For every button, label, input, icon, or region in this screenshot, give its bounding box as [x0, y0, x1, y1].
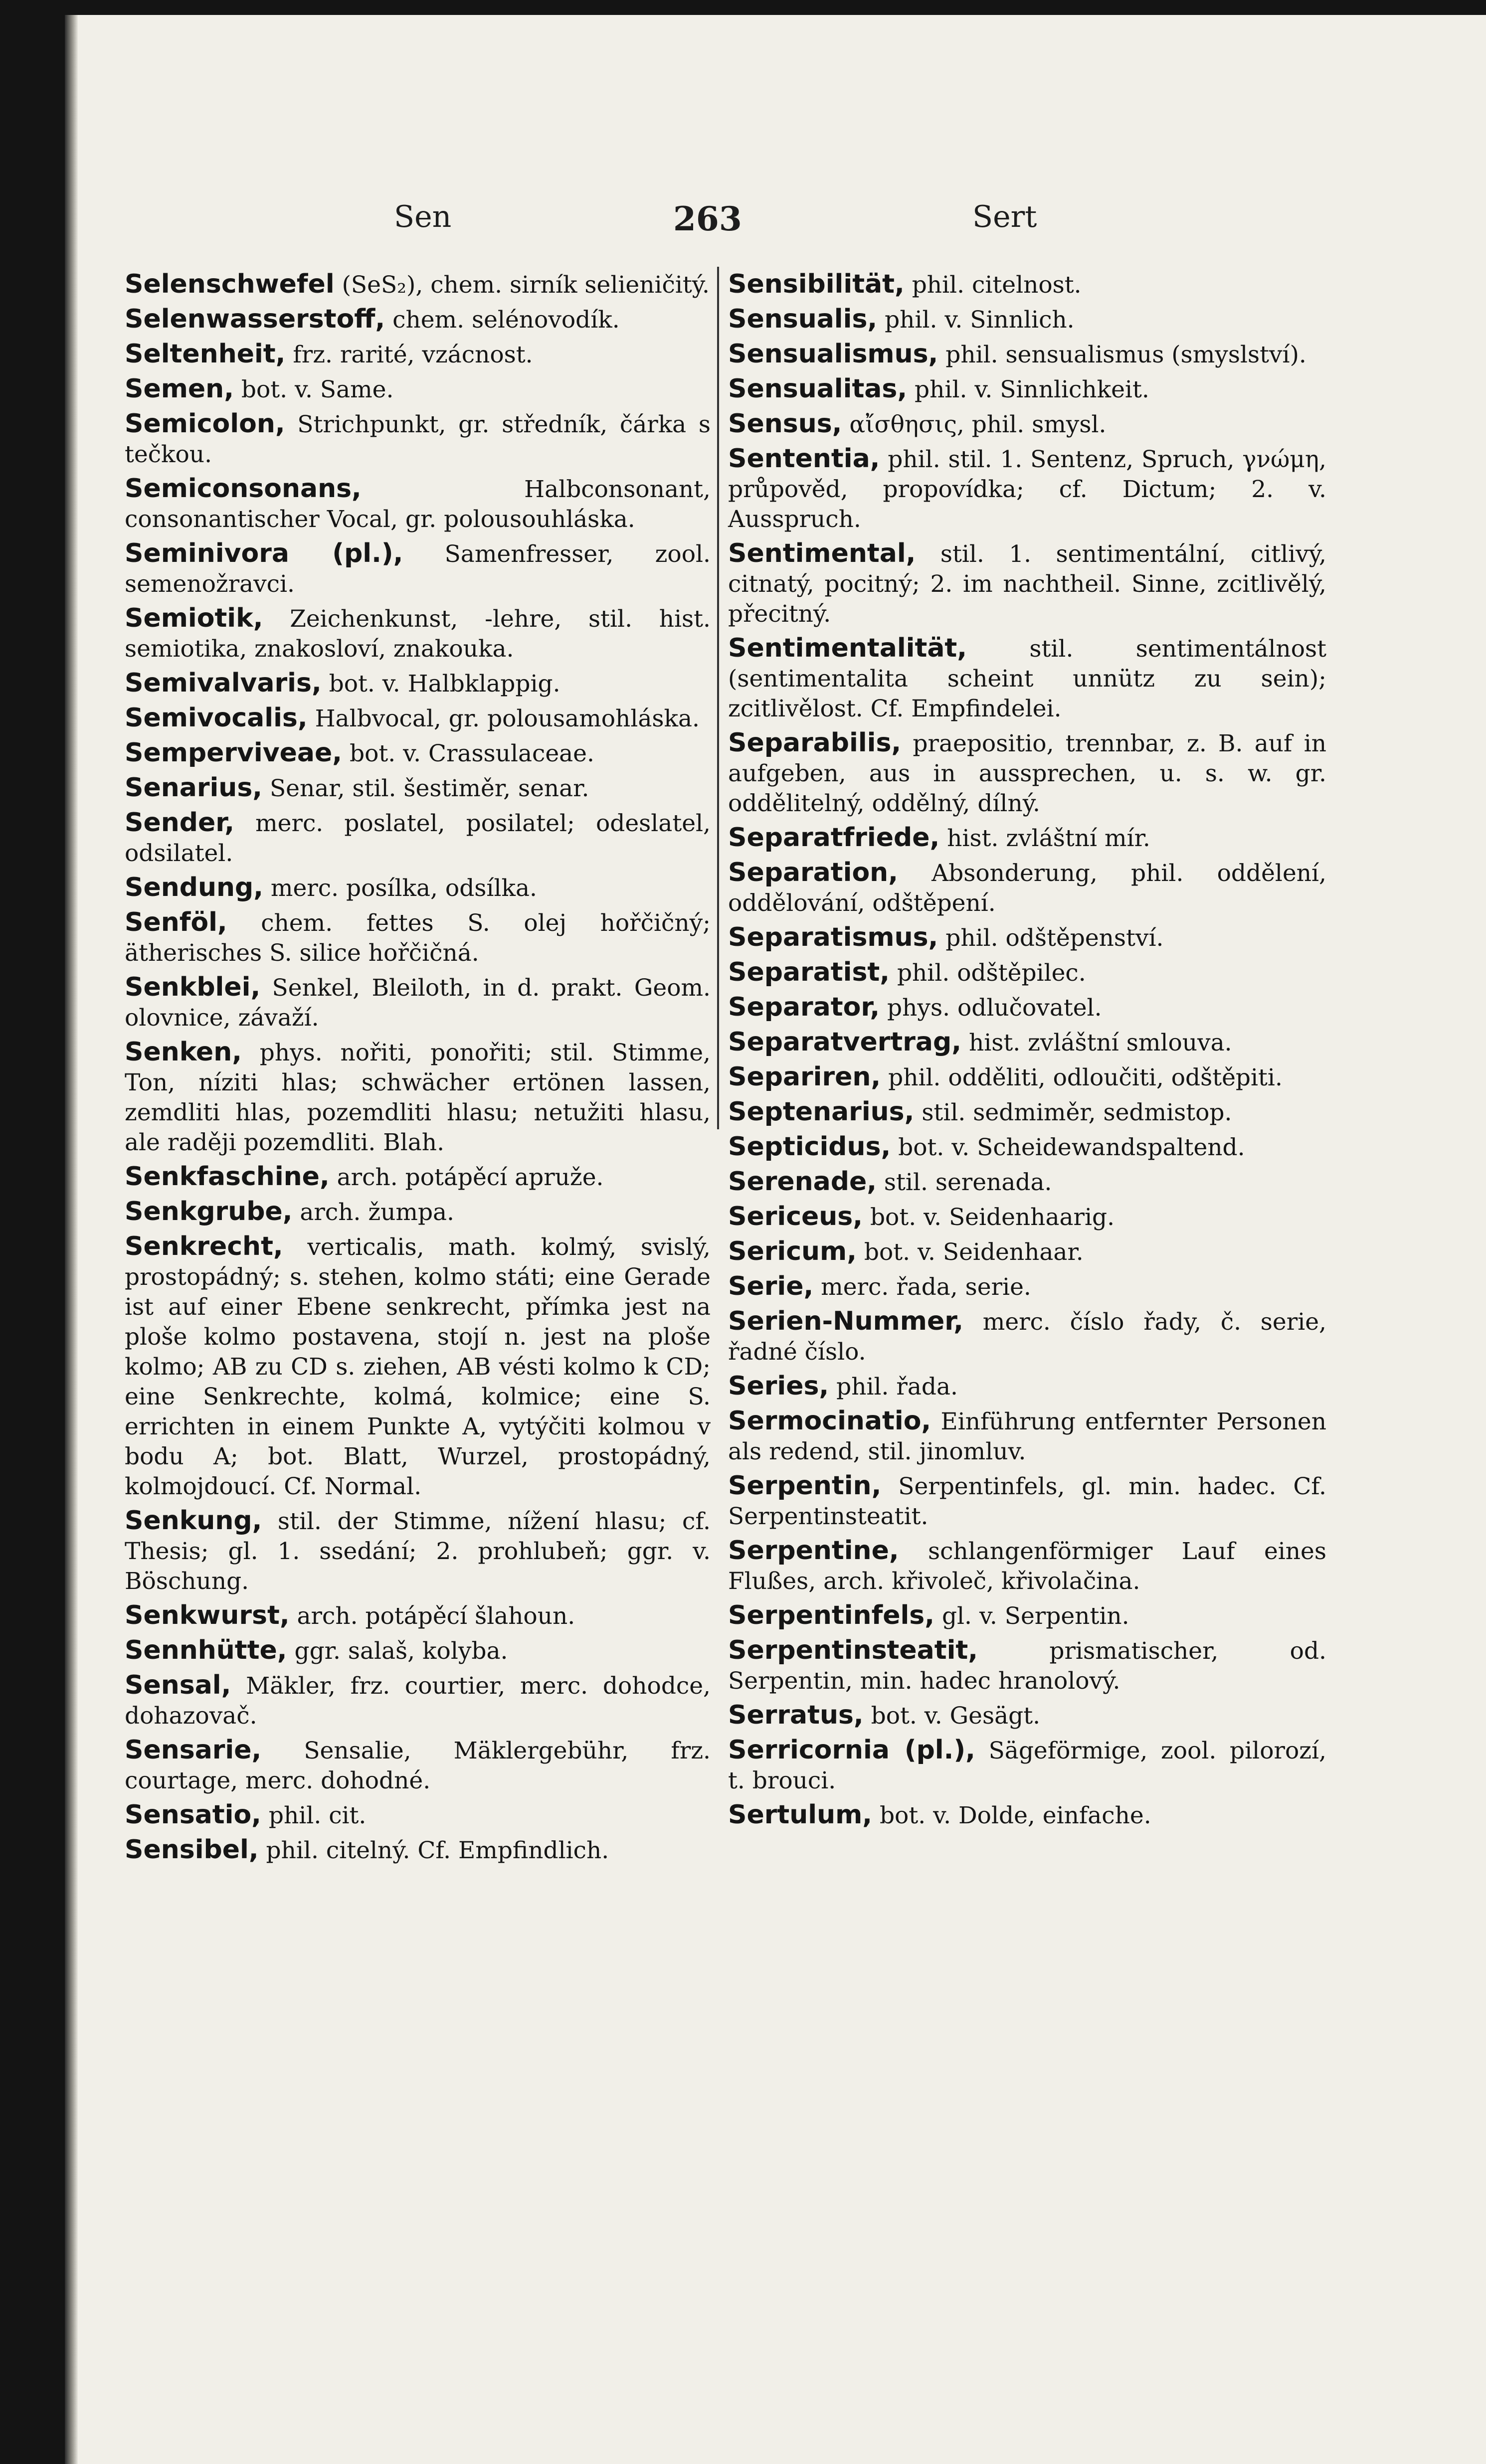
dictionary-entry	[125, 269, 711, 300]
entry-headword: Serien-Nummer,	[728, 1306, 963, 1336]
entry-definition: phys. nořiti, ponořiti; stil. Stimme, Ton, níziti hlas; schwächer ertönen lassen, zemdliti hlas, pozemdliti hlasu; netužiti hlasu, ale raději pozemdliti. Blah.	[125, 1039, 711, 1156]
entry-headword: Semen,	[125, 374, 234, 404]
entry-headword: Sensarie,	[125, 1735, 262, 1765]
entry-headword: Serenade,	[728, 1167, 877, 1197]
page-header	[65, 199, 1486, 244]
entry-headword: Serpentin,	[728, 1471, 882, 1501]
entry-definition: Serpentinfels, gl. min. hadec. Cf. Serpentinsteatit.	[728, 1473, 1326, 1530]
dictionary-entry	[728, 1027, 1326, 1058]
entry-definition: prismatischer, od. Serpentin, min. hadec hranolový.	[728, 1637, 1326, 1695]
dictionary-entry	[125, 339, 711, 370]
dictionary-entry	[728, 1536, 1326, 1596]
dictionary-entry	[728, 1371, 1326, 1402]
dictionary-entry	[728, 1236, 1326, 1267]
dictionary-entry	[728, 1167, 1326, 1198]
entry-headword: Sermocinatio,	[728, 1406, 931, 1436]
entry-headword: Sensualitas,	[728, 374, 908, 404]
dictionary-entry	[728, 1306, 1326, 1367]
dictionary-entry	[728, 1700, 1326, 1731]
entry-headword: Seltenheit,	[125, 339, 286, 369]
entry-headword: Sendung,	[125, 873, 263, 902]
entry-headword: Separatismus,	[728, 922, 938, 952]
dictionary-entry	[125, 603, 711, 664]
dictionary-entry	[125, 972, 711, 1033]
dictionary-entry	[125, 1670, 711, 1731]
dictionary-entry	[728, 922, 1326, 953]
entry-headword: Selenschwefel	[125, 269, 335, 299]
right-column	[728, 269, 1326, 1835]
dictionary-entry	[728, 1471, 1326, 1532]
entry-headword: Serpentinfels,	[728, 1600, 934, 1630]
entry-headword: Sensibel,	[125, 1835, 259, 1865]
dictionary-entry	[728, 444, 1326, 534]
entry-definition: frz. rarité, vzácnost.	[285, 341, 533, 368]
dictionary-entry	[125, 1037, 711, 1158]
entry-headword: Separation,	[728, 858, 898, 887]
entry-headword: Sericeus,	[728, 1202, 863, 1232]
dictionary-entry	[125, 873, 711, 903]
entry-definition: phil. citelnost.	[904, 271, 1082, 299]
entry-headword: Separabilis,	[728, 728, 902, 758]
entry-definition: chem. selénovodík.	[385, 306, 620, 334]
dictionary-entry	[125, 738, 711, 769]
dictionary-entry	[125, 1232, 711, 1502]
entry-headword: Serpentinsteatit,	[728, 1635, 978, 1665]
entry-headword: Separiren,	[728, 1062, 881, 1092]
entry-headword: Sericum,	[728, 1236, 857, 1266]
dictionary-entry	[728, 304, 1326, 335]
page-number: 263	[673, 199, 742, 238]
dictionary-entry	[125, 304, 711, 335]
entry-definition: arch. potápěcí apruže.	[329, 1164, 604, 1191]
entry-definition: (SeS₂), chem. sirník selieničitý.	[334, 271, 710, 299]
entry-definition: phil. odděliti, odloučiti, odštěpiti.	[881, 1064, 1283, 1091]
column-divider	[717, 267, 719, 1129]
entry-headword: Sentimental,	[728, 538, 916, 568]
dictionary-entry	[125, 409, 711, 470]
entry-definition: bot. v. Seidenhaarig.	[863, 1204, 1115, 1231]
entry-definition: Sägeförmige, zool. pilorozí, t. brouci.	[728, 1737, 1326, 1794]
dictionary-entry	[125, 773, 711, 804]
dictionary-entry	[728, 269, 1326, 300]
dictionary-entry	[728, 1800, 1326, 1831]
entry-headword: Semicolon,	[125, 409, 285, 439]
entry-headword: Sensatio,	[125, 1800, 261, 1830]
entry-definition: phil. cit.	[261, 1802, 367, 1829]
dictionary-entry	[125, 1800, 711, 1831]
entry-headword: Separator,	[728, 992, 880, 1022]
dictionary-page	[65, 15, 1486, 2464]
dictionary-entry	[728, 409, 1326, 440]
entry-definition: phil. odštěpenství.	[938, 924, 1164, 952]
entry-headword: Sensal,	[125, 1670, 231, 1700]
entry-definition: Einführung entfernter Personen als redend, stil. jinomluv.	[728, 1408, 1326, 1465]
entry-headword: Sensualis,	[728, 304, 878, 334]
entry-headword: Selenwasserstoff,	[125, 304, 385, 334]
entry-headword: Sender,	[125, 808, 234, 838]
entry-definition: Strichpunkt, gr. středník, čárka s tečkou.	[125, 411, 711, 468]
dictionary-entry	[728, 992, 1326, 1023]
entry-definition: merc. poslatel, posilatel; odeslatel, odsilatel.	[125, 810, 711, 867]
dictionary-entry	[125, 808, 711, 869]
entry-definition: bot. v. Dolde, einfache.	[872, 1802, 1151, 1829]
dictionary-entry	[125, 538, 711, 599]
entry-definition: Senkel, Bleiloth, in d. prakt. Geom. olovnice, závaží.	[125, 974, 711, 1032]
dictionary-entry	[125, 374, 711, 405]
dictionary-entry	[728, 1635, 1326, 1696]
entry-headword: Separatist,	[728, 957, 890, 987]
entry-headword: Semiconsonans,	[125, 474, 362, 504]
entry-definition: Sensalie, Mäklergebühr, frz. courtage, merc. dohodné.	[125, 1737, 711, 1794]
dictionary-entry	[728, 858, 1326, 918]
entry-headword: Senken,	[125, 1037, 242, 1067]
entry-definition: Zeichenkunst, -lehre, stil. hist. semiotika, znakosloví, znakouka.	[125, 605, 711, 663]
entry-definition: phys. odlučovatel.	[880, 994, 1102, 1022]
entry-definition: stil. 1. sentimentální, citlivý, citnatý, pocitný; 2. im nachtheil. Sinne, zcitlivělý, přecitný.	[728, 540, 1326, 628]
entry-definition: phil. v. Sinnlich.	[877, 306, 1075, 334]
dictionary-entry	[728, 1406, 1326, 1467]
entry-definition: merc. posílka, odsílka.	[263, 875, 537, 902]
dictionary-entry	[125, 1506, 711, 1596]
entry-headword: Senkung,	[125, 1506, 262, 1536]
entry-definition: schlangenförmiger Lauf eines Flußes, arch. křivoleč, křivolačina.	[728, 1538, 1326, 1595]
entry-definition: arch. potápěcí šlahoun.	[289, 1602, 575, 1630]
dictionary-entry	[125, 1162, 711, 1193]
entry-headword: Semivalvaris,	[125, 668, 322, 698]
entry-definition: bot. v. Halbklappig.	[321, 670, 560, 698]
dictionary-entry	[728, 538, 1326, 629]
entry-headword: Sensus,	[728, 409, 842, 439]
dictionary-entry	[125, 668, 711, 699]
entry-definition: bot. v. Same.	[233, 376, 394, 403]
entry-headword: Serratus,	[728, 1700, 864, 1730]
entry-definition: praepositio, trennbar, z. B. auf in aufgeben, aus in aussprechen, u. s. w. gr. oddělitelný, oddělný, dílný.	[728, 730, 1326, 817]
header-left-guideword: Sen	[394, 199, 452, 234]
entry-definition: bot. v. Gesägt.	[863, 1702, 1041, 1730]
entry-headword: Sensibilität,	[728, 269, 905, 299]
dictionary-entry	[125, 1635, 711, 1666]
entry-definition: bot. v. Scheidewandspaltend.	[891, 1134, 1245, 1161]
entry-headword: Senkfaschine,	[125, 1162, 330, 1192]
entry-headword: Senföl,	[125, 907, 227, 937]
entry-headword: Series,	[728, 1371, 829, 1401]
entry-definition: phil. stil. 1. Sentenz, Spruch, γνώμη, průpověd, propovídka; cf. Dictum; 2. v. Ausspruch.	[728, 446, 1326, 533]
entry-headword: Serie,	[728, 1271, 814, 1301]
entry-definition: chem. fettes S. olej hořčičný; ätherisches S. silice hořčičná.	[125, 909, 711, 967]
dictionary-entry	[125, 1835, 711, 1866]
entry-headword: Senkblei,	[125, 972, 261, 1002]
entry-headword: Sertulum,	[728, 1800, 873, 1830]
dictionary-entry	[125, 703, 711, 734]
dictionary-entry	[125, 1600, 711, 1631]
entry-headword: Septenarius,	[728, 1097, 915, 1127]
entry-headword: Separatvertrag,	[728, 1027, 961, 1057]
dictionary-entry	[728, 1062, 1326, 1093]
entry-headword: Senkgrube,	[125, 1197, 293, 1227]
entry-headword: Sennhütte,	[125, 1635, 287, 1665]
dictionary-entry	[728, 1735, 1326, 1796]
dictionary-entry	[728, 957, 1326, 988]
dictionary-entry	[728, 1132, 1326, 1163]
entry-definition: merc. řada, serie.	[813, 1273, 1031, 1301]
entry-definition: ggr. salaš, kolyba.	[287, 1637, 508, 1665]
dictionary-entry	[728, 633, 1326, 724]
dictionary-entry	[728, 1271, 1326, 1302]
entry-definition: Halbconsonant, consonantischer Vocal, gr. polousouhláska.	[125, 476, 711, 533]
dictionary-entry	[728, 1600, 1326, 1631]
entry-definition: merc. číslo řady, č. serie, řadné číslo.	[728, 1308, 1326, 1366]
header-right-guideword: Sert	[972, 199, 1037, 234]
dictionary-entry	[728, 728, 1326, 819]
entry-headword: Sentimentalität,	[728, 633, 967, 663]
entry-definition: hist. zvláštní smlouva.	[961, 1029, 1232, 1056]
entry-headword: Separatfriede,	[728, 823, 940, 853]
entry-definition: phil. řada.	[829, 1373, 958, 1401]
entry-definition: Halbvocal, gr. polousamohláska.	[307, 705, 700, 732]
left-column	[125, 269, 711, 1870]
entry-definition: Mäkler, frz. courtier, merc. dohodce, dohazovač.	[125, 1672, 711, 1730]
entry-headword: Septicidus,	[728, 1132, 891, 1162]
dictionary-entry	[125, 1735, 711, 1796]
dictionary-entry	[728, 823, 1326, 854]
entry-definition: gl. v. Serpentin.	[934, 1602, 1129, 1630]
entry-definition: bot. v. Crassulaceae.	[342, 740, 594, 767]
entry-headword: Semiotik,	[125, 603, 263, 633]
entry-headword: Senkwurst,	[125, 1600, 290, 1630]
entry-headword: Senkrecht,	[125, 1232, 283, 1261]
entry-headword: Semperviveae,	[125, 738, 343, 768]
dictionary-entry	[125, 907, 711, 968]
entry-definition: stil. der Stimme, nížení hlasu; cf. Thesis; gl. 1. ssedání; 2. prohlubeň; ggr. v. Böschung.	[125, 1508, 711, 1595]
entry-headword: Serricornia (pl.),	[728, 1735, 975, 1765]
dictionary-entry	[728, 374, 1326, 405]
dictionary-entry	[125, 1197, 711, 1228]
entry-definition: verticalis, math. kolmý, svislý, prostopádný; s. stehen, kolmo státi; eine Gerade ist auf einer Ebene senkrecht, přímka jest na ploše kolmo postavena, stojí n. jest na ploše kolmo; AB zu CD s. ziehen, AB vésti kolmo k CD; eine Senkrechte, kolmá, kolmice; eine S. errichten in einem Punkte A, vytýčiti kolmou v bodu A; bot. Blatt, Wurzel, prostopádný, kolmojdoucí. Cf. Normal.	[125, 1233, 711, 1500]
page-edge	[65, 15, 78, 2464]
dictionary-entry	[125, 474, 711, 534]
entry-definition: stil. serenada.	[876, 1169, 1052, 1196]
entry-definition: hist. zvláštní mír.	[939, 825, 1150, 852]
entry-definition: phil. v. Sinnlichkeit.	[907, 376, 1149, 403]
entry-definition: αἴσθησις, phil. smysl.	[842, 411, 1107, 438]
entry-definition: phil. citelný. Cf. Empfindlich.	[258, 1837, 609, 1864]
entry-headword: Semivocalis,	[125, 703, 308, 733]
entry-definition: phil. sensualismus (smyslství).	[938, 341, 1306, 368]
dictionary-entry	[728, 1202, 1326, 1232]
entry-definition: arch. žumpa.	[292, 1199, 455, 1226]
entry-headword: Senarius,	[125, 773, 263, 803]
entry-definition: phil. odštěpilec.	[890, 959, 1086, 987]
entry-headword: Serpentine,	[728, 1536, 899, 1566]
entry-definition: Senar, stil. šestiměr, senar.	[262, 775, 589, 802]
entry-headword: Seminivora (pl.),	[125, 538, 403, 568]
entry-definition: stil. sentimentálnost (sentimentalita scheint unnütz zu sein); zcitlivělost. Cf. Empfindelei.	[728, 635, 1326, 722]
dictionary-entry	[728, 1097, 1326, 1128]
entry-definition: Samenfresser, zool. semenožravci.	[125, 540, 711, 598]
entry-definition: Absonderung, phil. oddělení, oddělování, odštěpení.	[728, 860, 1326, 917]
entry-headword: Sententia,	[728, 444, 880, 474]
dictionary-entry	[728, 339, 1326, 370]
entry-headword: Sensualismus,	[728, 339, 938, 369]
entry-definition: bot. v. Seidenhaar.	[856, 1238, 1084, 1266]
entry-definition: stil. sedmiměr, sedmistop.	[914, 1099, 1232, 1126]
